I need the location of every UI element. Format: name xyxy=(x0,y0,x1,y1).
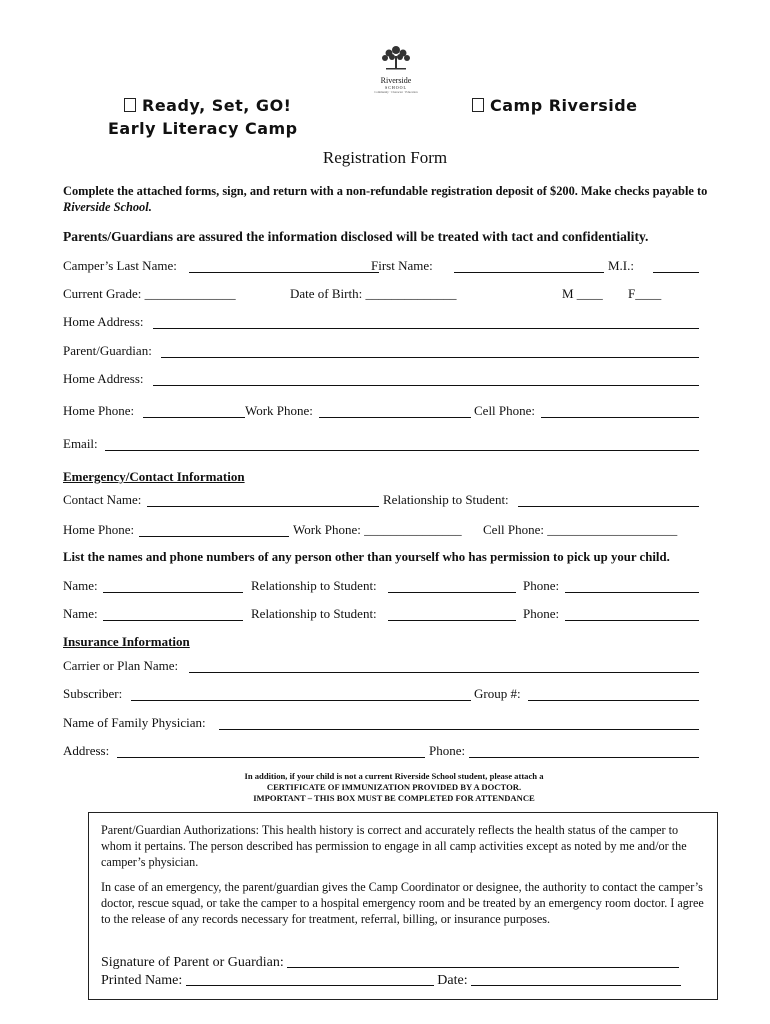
notice-line-1: In addition, if your child is not a current Riverside School student, please attach a xyxy=(244,771,544,781)
pickup2-relationship-label: Relationship to Student: xyxy=(251,606,377,621)
home-phone-field[interactable] xyxy=(143,403,245,418)
pickup2-name-label: Name: xyxy=(63,606,98,621)
row-pickup-2 xyxy=(63,606,699,624)
logo-sub: SCHOOL xyxy=(384,85,407,90)
parent-label: Parent/Guardian: xyxy=(63,343,152,358)
carrier-field[interactable] xyxy=(189,658,699,673)
last-name-label: Camper’s Last Name: xyxy=(63,258,177,273)
confidentiality-note: Parents/Guardians are assured the information disclosed will be treated with tact and confidentiality. xyxy=(63,229,649,244)
carrier-label: Carrier or Plan Name: xyxy=(63,658,179,673)
pickup2-phone-label: Phone: xyxy=(523,606,560,621)
pickup2-relationship-field[interactable] xyxy=(388,606,516,621)
checkbox-icon[interactable] xyxy=(472,98,484,112)
row-parent xyxy=(63,343,699,361)
row-email xyxy=(63,436,699,454)
cell-phone-field[interactable] xyxy=(541,403,699,418)
em-home-phone-field[interactable] xyxy=(139,522,289,537)
subscriber-field[interactable] xyxy=(131,686,471,701)
first-name-label: First Name: xyxy=(371,258,433,273)
camp1-title: Ready, Set, GO! xyxy=(142,96,292,115)
logo-name: Riverside xyxy=(380,76,412,85)
row-physician xyxy=(63,715,699,733)
ins-address-field[interactable] xyxy=(117,743,425,758)
email-field[interactable] xyxy=(105,436,699,451)
intro-main: Complete the attached forms, sign, and return with a non-refundable registration deposit of $200. Make checks payable to xyxy=(63,184,708,198)
pickup1-name-label: Name: xyxy=(63,578,98,593)
em-work-phone-label[interactable]: Work Phone: _______________ xyxy=(293,522,462,537)
pickup-heading: List the names and phone numbers of any person other than yourself who has permission to pick up your child. xyxy=(63,550,670,564)
pickup1-name-field[interactable] xyxy=(103,578,243,593)
pickup1-relationship-label: Relationship to Student: xyxy=(251,578,377,593)
home-address-field[interactable] xyxy=(153,314,699,329)
camp1-subtitle: Early Literacy Camp xyxy=(108,119,298,138)
emergency-heading: Emergency/Contact Information xyxy=(63,469,245,484)
contact-name-field[interactable] xyxy=(147,492,379,507)
row-camper-name xyxy=(63,258,699,276)
pickup1-relationship-field[interactable] xyxy=(388,578,516,593)
female-option[interactable]: F____ xyxy=(628,286,662,301)
pickup2-name-field[interactable] xyxy=(103,606,243,621)
pickup1-phone-field[interactable] xyxy=(565,578,699,593)
date-label: Date: xyxy=(437,973,468,988)
authorization-para-1: Parent/Guardian Authorizations: This health history is correct and accurately reflects the health status of the camper to whom it pertains. The person described has permission to engage in all camp activities except as noted by me and/or the camper’s physician. xyxy=(101,823,687,869)
checkbox-icon[interactable] xyxy=(124,98,136,112)
ins-phone-field[interactable] xyxy=(469,743,699,758)
authorization-box xyxy=(88,812,718,1000)
row-subscriber xyxy=(63,686,699,704)
signature-label: Signature of Parent or Guardian: xyxy=(101,955,284,970)
em-home-phone-label: Home Phone: xyxy=(63,522,135,537)
group-field[interactable] xyxy=(528,686,699,701)
ins-address-label: Address: xyxy=(63,743,110,758)
camp2-title: Camp Riverside xyxy=(490,96,638,115)
intro-text xyxy=(63,183,733,215)
row-grade-dob xyxy=(63,286,699,304)
work-phone-field[interactable] xyxy=(319,403,471,418)
subscriber-label: Subscriber: xyxy=(63,686,123,701)
parent-field[interactable] xyxy=(161,343,699,358)
school-logo xyxy=(368,44,424,92)
notice-line-3: IMPORTANT – THIS BOX MUST BE COMPLETED FOR ATTENDANCE xyxy=(253,793,535,803)
mi-label: M.I.: xyxy=(608,258,634,273)
pickup1-phone-label: Phone: xyxy=(523,578,560,593)
intro-payee: Riverside School. xyxy=(63,200,152,214)
grade-label[interactable]: Current Grade: ______________ xyxy=(63,286,236,301)
ins-phone-label: Phone: xyxy=(429,743,466,758)
last-name-field[interactable] xyxy=(189,258,379,273)
camp-option-ready-set-go[interactable] xyxy=(124,96,291,115)
insurance-heading: Insurance Information xyxy=(63,634,190,649)
row-contact xyxy=(63,492,699,510)
first-name-field[interactable] xyxy=(454,258,604,273)
cell-phone-label: Cell Phone: xyxy=(474,403,536,418)
home-phone-label: Home Phone: xyxy=(63,403,135,418)
physician-field[interactable] xyxy=(219,715,699,730)
tree-icon xyxy=(376,44,416,72)
physician-label: Name of Family Physician: xyxy=(63,715,206,730)
row-home-address-2 xyxy=(63,371,699,389)
immunization-notice xyxy=(0,771,770,804)
home-address-label: Home Address: xyxy=(63,314,144,329)
contact-name-label: Contact Name: xyxy=(63,492,142,507)
group-label: Group #: xyxy=(474,686,521,701)
relationship-label: Relationship to Student: xyxy=(383,492,509,507)
signature-field[interactable] xyxy=(287,953,679,968)
male-option[interactable]: M ____ xyxy=(562,286,603,301)
row-insurance-address xyxy=(63,743,699,761)
printed-name-label: Printed Name: xyxy=(101,973,183,988)
home-address2-label: Home Address: xyxy=(63,371,144,386)
row-home-address xyxy=(63,314,699,332)
work-phone-label: Work Phone: xyxy=(245,403,313,418)
row-pickup-1 xyxy=(63,578,699,596)
notice-line-2: CERTIFICATE OF IMMUNIZATION PROVIDED BY A DOCTOR. xyxy=(266,782,522,792)
form-title: Registration Form xyxy=(322,148,448,167)
em-cell-phone-label[interactable]: Cell Phone: ____________________ xyxy=(483,522,678,537)
email-label: Email: xyxy=(63,436,98,451)
home-address2-field[interactable] xyxy=(153,371,699,386)
pickup2-phone-field[interactable] xyxy=(565,606,699,621)
printed-name-field[interactable] xyxy=(186,971,434,986)
row-emergency-phones xyxy=(63,522,699,540)
relationship-field[interactable] xyxy=(518,492,699,507)
authorization-para-2: In case of an emergency, the parent/guardian gives the Camp Coordinator or designee, the authority to contact the camper’s doctor, rescue squad, or take the camper to a hospital emergency room and be treated by an emergency room doctor. I agree to the release of any records necessary for treatment, referral, billing, or insurance purposes. xyxy=(101,880,704,926)
row-carrier xyxy=(63,658,699,676)
printed-name-row xyxy=(101,971,681,989)
mi-field[interactable] xyxy=(653,258,699,273)
row-phones xyxy=(63,403,699,421)
camp-option-riverside[interactable] xyxy=(472,96,638,115)
signature-row xyxy=(101,953,679,971)
dob-label[interactable]: Date of Birth: ______________ xyxy=(290,286,457,301)
date-field[interactable] xyxy=(471,971,681,986)
logo-tagline: Community · Character · Education xyxy=(374,90,418,94)
